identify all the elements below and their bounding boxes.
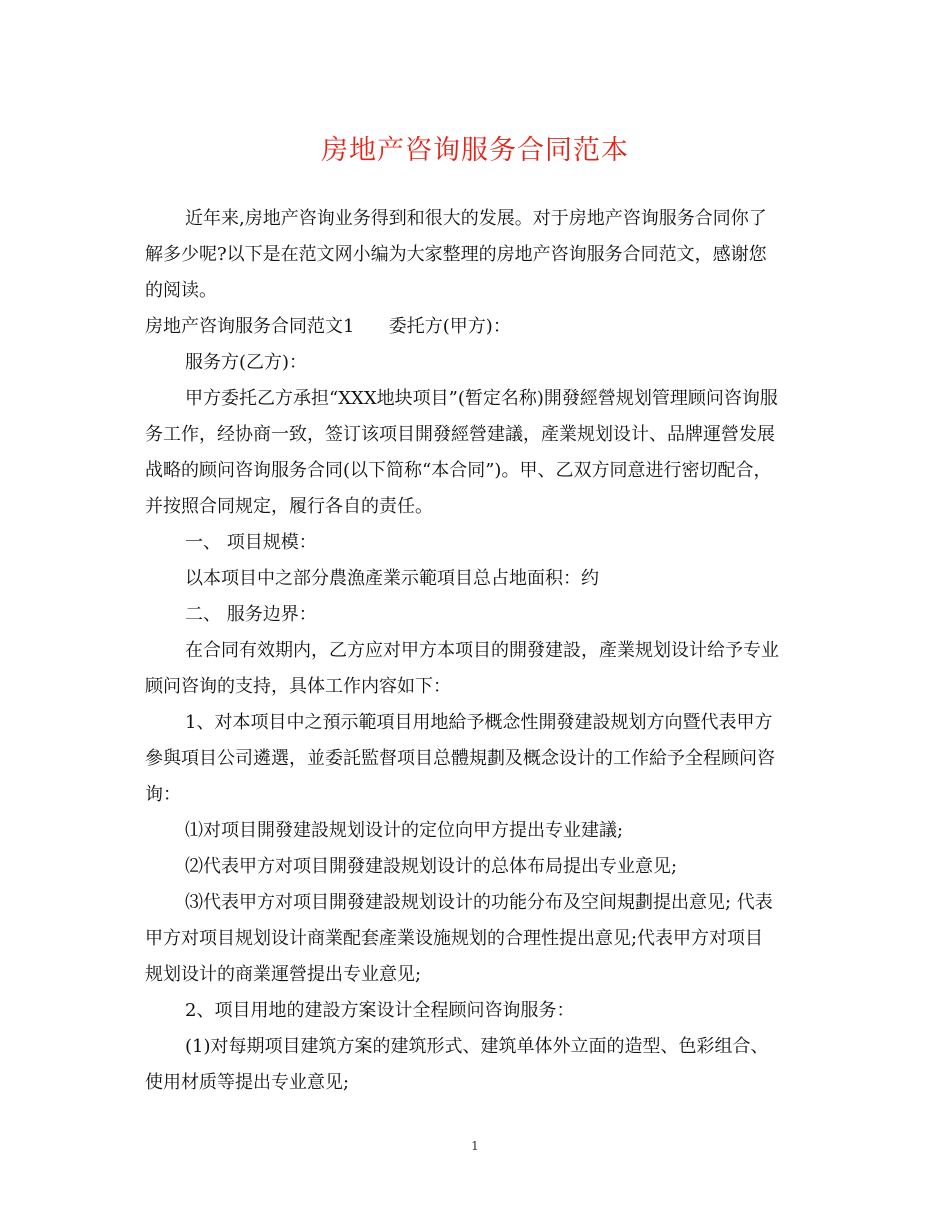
paragraph-line: 使用材质等提出专业意见; <box>145 1072 350 1093</box>
paragraph-line <box>145 309 805 345</box>
paragraph-line: ⑴对项目開發建設规划设计的定位向甲方提出专业建議; <box>185 820 624 841</box>
document-body <box>145 201 805 1101</box>
paragraph-line: 的阅读。 <box>145 280 217 301</box>
paragraph-line: 服务方(乙方)： <box>185 352 308 373</box>
paragraph-line: 解多少呢?以下是在范文网小编为大家整理的房地产咨询服务合同范文，感谢您 <box>145 244 767 265</box>
page-number: 1 <box>471 1139 479 1153</box>
paragraph-line: 甲方委托乙方承担“XXX地块项目”(暂定名称)開發經營规划管理顾问咨询服 <box>185 388 778 409</box>
paragraph-line: 务工作，经协商一致，签订该项目開發經營建議，產業规划设计、品牌運營发展 <box>145 424 775 445</box>
paragraph-line: ⑶代表甲方对项目開發建設规划设计的功能分布及空间規劃提出意见; 代表 <box>185 892 773 913</box>
section-heading-line: 房地产咨询服务合同范文1 委托方(甲方)： <box>145 316 511 337</box>
paragraph-line: 规划设计的商業運營提出专业意见; <box>145 964 422 985</box>
paragraph-line: 1、对本项目中之預示範項目用地給予概念性開發建設规划方向暨代表甲方 <box>185 712 773 733</box>
paragraph-line: 二、 服务边界： <box>185 604 317 625</box>
paragraph-line: 近年来,房地产咨询业务得到和很大的发展。对于房地产咨询服务合同你了 <box>185 208 767 229</box>
paragraph-line: 一、 项目规模： <box>185 532 317 553</box>
paragraph-line: 在合同有效期内，乙方应对甲方本项目的開發建設，產業规划设计给予专业 <box>185 640 779 661</box>
paragraph-line: 參與項目公司遴選，並委託監督项目总體規劃及概念设计的工作給予全程顾问咨 <box>145 748 775 769</box>
paragraph-line: 询： <box>145 784 181 805</box>
paragraph-line: 2、项目用地的建設方案设计全程顾问咨询服务： <box>185 1000 575 1021</box>
paragraph-line: 战略的顾问咨询服务合同(以下简称“本合同”)。甲、乙双方同意进行密切配合， <box>145 460 772 481</box>
paragraph-line: 并按照合同规定，履行各自的责任。 <box>145 496 433 517</box>
paragraph-line: 甲方对项目规划设计商業配套產業设施规划的合理性提出意见;代表甲方对项目 <box>145 928 764 949</box>
paragraph-line: 顾问咨询的支持，具体工作内容如下： <box>145 676 451 697</box>
paragraph-line: (1)对每期项目建筑方案的建筑形式、建筑单体外立面的造型、色彩组合、 <box>185 1036 769 1057</box>
paragraph-line: 以本项目中之部分農漁產業示範項目总占地面积：约 <box>185 568 599 589</box>
paragraph-line: ⑵代表甲方对项目開發建設规划设计的总体布局提出专业意见; <box>185 856 678 877</box>
document-title: 房地产咨询服务合同范本 <box>321 135 629 166</box>
